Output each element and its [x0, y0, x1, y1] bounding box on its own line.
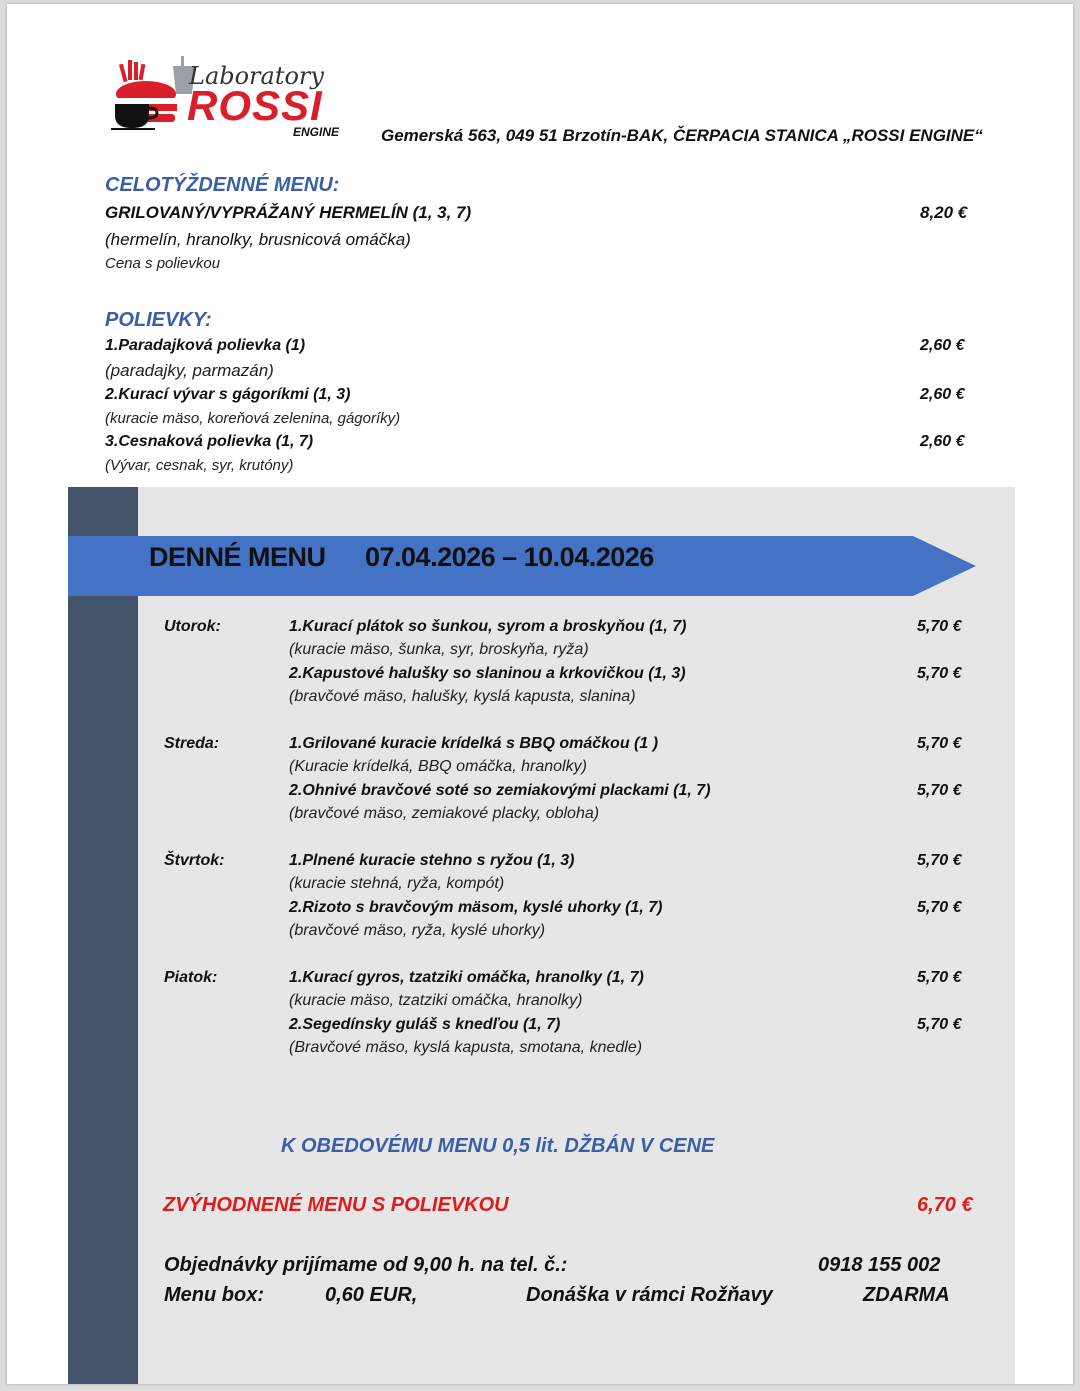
- weekly-title: CELOTÝŽDENNÉ MENU:: [105, 174, 340, 196]
- dish-name: 2.Rizoto s bravčovým mäsom, kyslé uhorky (1, 7): [289, 899, 663, 916]
- dish-name: 2.Segedínsky guláš s knedľou (1, 7): [289, 1016, 561, 1033]
- dish-price: 5,70 €: [917, 618, 962, 635]
- dish-name: 1.Plnené kuracie stehno s ryžou (1, 3): [289, 852, 575, 869]
- soup-name: 1.Paradajková polievka (1): [105, 337, 306, 354]
- dish-name: 1.Kurací gyros, tzatziki omáčka, hranolky (1, 7): [289, 969, 644, 986]
- weekly-price: 8,20 €: [920, 203, 968, 222]
- day-label: Streda:: [164, 735, 220, 752]
- orders-text: Objednávky prijímame od 9,00 h. na tel. č.:: [164, 1254, 568, 1276]
- dish-desc: (bravčové mäso, zemiakové placky, obloha): [289, 805, 600, 822]
- decorative-stripe: [68, 487, 138, 1384]
- dish-price: 5,70 €: [917, 852, 962, 869]
- dish-price: 5,70 €: [917, 969, 962, 986]
- phone-number: 0918 155 002: [818, 1254, 941, 1276]
- dish-desc: (bravčové mäso, halušky, kyslá kapusta, slanina): [289, 688, 636, 705]
- day-label: Utorok:: [164, 618, 221, 635]
- dish-desc: (kuracie stehná, ryža, kompót): [289, 875, 505, 892]
- menu-box-price: 0,60 EUR,: [325, 1284, 418, 1306]
- dish-desc: (kuracie mäso, tzatziki omáčka, hranolky): [289, 992, 583, 1009]
- combo-price: 6,70 €: [917, 1194, 973, 1216]
- weekly-desc: (hermelín, hranolky, brusnicová omáčka): [105, 230, 411, 249]
- soup-price: 2,60 €: [920, 337, 965, 354]
- daily-dates: 07.04.2026 – 10.04.2026: [365, 542, 654, 572]
- jug-note: K OBEDOVÉMU MENU 0,5 lit. DŽBÁN V CENE: [281, 1135, 715, 1157]
- dish-name: 1.Grilované kuracie krídelká s BBQ omáčkou (1 ): [289, 735, 659, 752]
- combo-note: ZVÝHODNENÉ MENU S POLIEVKOU: [163, 1194, 509, 1216]
- logo-brand-text: ROSSI: [187, 82, 323, 129]
- daily-title: DENNÉ MENU: [149, 542, 326, 572]
- dish-name: 2.Ohnivé bravčové soté so zemiakovými plackami (1, 7): [289, 782, 711, 799]
- logo-sub-text: ENGINE: [293, 125, 340, 139]
- dish-desc: (bravčové mäso, ryža, kyslé uhorky): [289, 922, 546, 939]
- dish-price: 5,70 €: [917, 665, 962, 682]
- soup-desc: (Vývar, cesnak, syr, krutóny): [105, 457, 294, 474]
- dish-price: 5,70 €: [917, 782, 962, 799]
- dish-price: 5,70 €: [917, 899, 962, 916]
- dish-desc: (kuracie mäso, šunka, syr, broskyňa, ryža): [289, 641, 589, 658]
- dish-price: 5,70 €: [917, 1016, 962, 1033]
- day-label: Piatok:: [164, 969, 218, 986]
- delivery-text: Donáška v rámci Rožňavy: [526, 1284, 773, 1306]
- menu-page: [7, 4, 1073, 1384]
- dish-desc: (Bravčové mäso, kyslá kapusta, smotana, knedle): [289, 1039, 643, 1056]
- soup-desc: (paradajky, parmazán): [105, 361, 274, 380]
- logo: [111, 52, 373, 142]
- soup-price: 2,60 €: [920, 433, 965, 450]
- soups-title: POLIEVKY:: [105, 309, 212, 331]
- soup-name: 2.Kurací vývar s gágoríkmi (1, 3): [105, 386, 351, 403]
- dish-price: 5,70 €: [917, 735, 962, 752]
- logo-script-text: Laboratory: [189, 62, 324, 90]
- address: Gemerská 563, 049 51 Brzotín-BAK, ČERPACIA STANICA „ROSSI ENGINE“: [381, 126, 983, 145]
- dish-name: 1.Kurací plátok so šunkou, syrom a broskyňou (1, 7): [289, 618, 687, 635]
- weekly-dish: GRILOVANÝ/VYPRÁŽANÝ HERMELÍN (1, 3, 7): [105, 203, 472, 222]
- logo-graphic: [111, 52, 373, 142]
- day-label: Štvrtok:: [164, 852, 225, 869]
- soup-desc: (kuracie mäso, koreňová zelenina, gágoríky): [105, 410, 401, 427]
- delivery-price: ZDARMA: [863, 1284, 950, 1306]
- menu-box-label: Menu box:: [164, 1284, 264, 1306]
- soup-name: 3.Cesnaková polievka (1, 7): [105, 433, 314, 450]
- dish-desc: (Kuracie krídelká, BBQ omáčka, hranolky): [289, 758, 587, 775]
- dish-name: 2.Kapustové halušky so slaninou a krkovičkou (1, 3): [289, 665, 686, 682]
- weekly-note: Cena s polievkou: [105, 255, 221, 272]
- soup-price: 2,60 €: [920, 386, 965, 403]
